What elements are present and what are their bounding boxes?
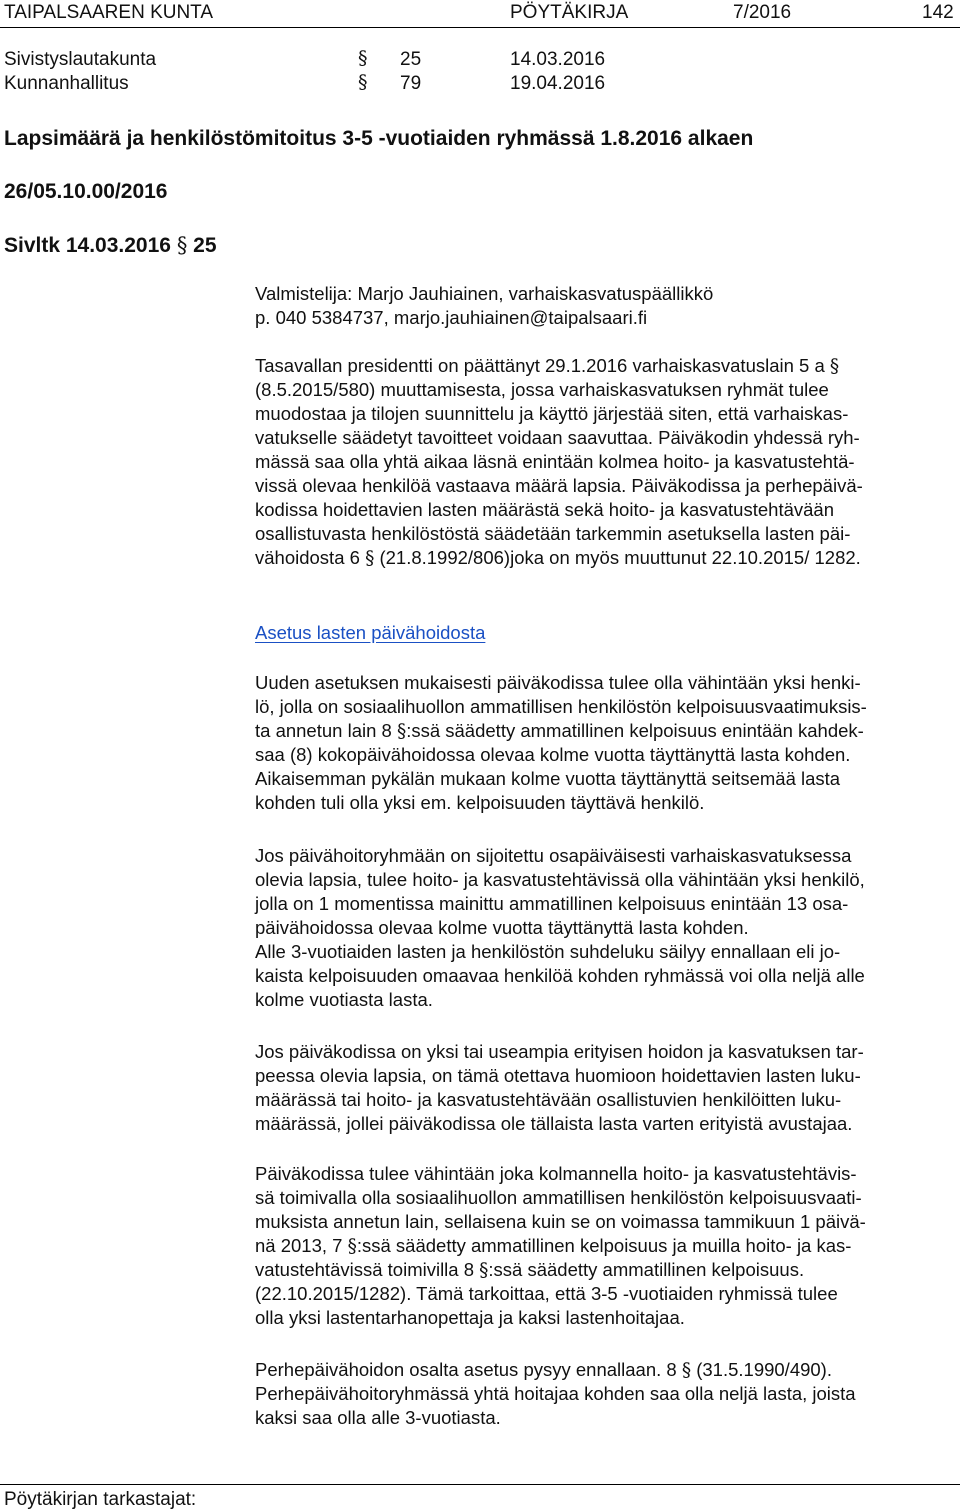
meeting-section: 25 (400, 49, 422, 70)
text-line: olevia lapsia, tulee hoito- ja kasvatustehtävissä olla vähintään yksi henkilö, (255, 869, 865, 890)
meeting-body: Sivistyslautakunta (4, 49, 157, 70)
agenda-reference: Sivltk 14.03.2016 § 25 (4, 233, 217, 257)
text-line: kaksi saa olla alle 3-vuotiasta. (255, 1407, 501, 1428)
text-line: Alle 3-vuotiaiden lasten ja henkilöstön suhdeluku säilyy ennallaan eli jo- (255, 941, 841, 962)
page-title: Lapsimäärä ja henkilöstömitoitus 3-5 -vuotiaiden ryhmässä 1.8.2016 alkaen (4, 127, 754, 150)
section-sign-icon: § (829, 356, 840, 377)
text-line: Uuden asetuksen mukaisesti päiväkodissa tulee olla vähintään yksi henki- (255, 672, 861, 693)
section-sign-icon: § (681, 1360, 692, 1381)
preparer-contact: p. 040 5384737, marjo.jauhiainen@taipalsaari.fi (255, 307, 648, 328)
section-subheading: Asetus lasten päivähoidosta (255, 622, 486, 643)
text-line: olla yksi lastentarhanopettaja ja kaksi lastenhoitajaa. (255, 1307, 685, 1328)
footer-rule (0, 1484, 960, 1485)
section-sign-icon: § (365, 548, 375, 569)
text-line: kohden tuli olla yksi em. kelpoisuuden täyttävä henkilö. (255, 792, 705, 813)
footer-label: Pöytäkirjan tarkastajat: (4, 1489, 197, 1510)
text-line: lö, jolla on sosiaalihuollon ammatillisen henkilöstön kelpoisuusvaatimuksis- (255, 696, 867, 717)
text-line: kolme vuotiasta lasta. (255, 989, 433, 1010)
text-line: saa (8) kokopäivähoidossa olevaa kolme vuotta täyttänyttä lasta kohden. (255, 744, 851, 765)
reference-number: 26/05.10.00/2016 (4, 180, 168, 203)
text-line: (22.10.2015/1282). Tämä tarkoittaa, että 3-5 -vuotiaiden ryhmissä tulee (255, 1283, 838, 1304)
text-line: Aikaisemman pykälän mukaan kolme vuotta täyttänyttä seitsemää lasta (255, 768, 841, 789)
section-sign-icon: § (358, 47, 368, 69)
section-sign-icon: § (479, 1260, 489, 1281)
text-line: Tasavallan presidentti on päättänyt 29.1.2016 varhaiskasvatuslain 5 a § (255, 355, 840, 377)
text-line: määrässä, jollei päiväkodissa ole tällaista lasta varten erityistä avustajaa. (255, 1113, 853, 1134)
text-line: päivähoidossa olevaa kolme vuotta täyttänyttä lasta kohden. (255, 917, 749, 938)
text-line: muksista annetun lain, sellaisena kuin se on voimassa tammikuun 1 päivä- (255, 1211, 866, 1232)
page-number: 142 (922, 2, 954, 23)
section-sign-icon: § (396, 721, 407, 742)
text-line: vatukselle säädetyt tavoitteet voidaan saavuttaa. Päiväkodin yhdessä ryh- (255, 427, 860, 448)
text-line: Päiväkodissa tulee vähintään joka kolmannella hoito- ja kasvatustehtävis- (255, 1163, 857, 1184)
doc-type: PÖYTÄKIRJA (510, 2, 629, 23)
text-line: vatustehtävissä toimivilla 8 §:ssä säädetty ammatillinen kelpoisuus. (255, 1259, 805, 1281)
meeting-section: 79 (400, 73, 422, 94)
meeting-body: Kunnanhallitus (4, 73, 129, 94)
section-sign-icon: § (347, 1236, 357, 1257)
header-rule (0, 27, 960, 28)
text-line: peessa olevia lapsia, on tämä otettava huomioon hoidettavien lasten luku- (255, 1065, 861, 1086)
section-sign-icon: § (176, 233, 188, 257)
text-line: Jos päivähoitoryhmään on sijoitettu osapäiväisesti varhaiskasvatuksessa (255, 845, 852, 866)
text-line: osallistuvasta henkilöstöstä säädetään tarkemmin asetuksella lasten päi- (255, 523, 851, 544)
text-line: muodostaa ja tilojen suunnittelu ja käyttö järjestää siten, että varhaiskas- (255, 403, 849, 424)
text-line: määrässä tai hoito- ja kasvatustehtävään osallistuvien henkilöitten luku- (255, 1089, 842, 1110)
section-sign-icon: § (358, 71, 368, 93)
text-line: nä 2013, 7 §:ssä säädetty ammatillinen kelpoisuus ja muilla hoito- ja kas- (255, 1235, 852, 1257)
doc-number: 7/2016 (733, 2, 792, 23)
text-line: sä toimivalla olla sosiaalihuollon ammatillisen henkilöstön kelpoisuusvaati- (255, 1187, 862, 1208)
text-line: Jos päiväkodissa on yksi tai useampia erityisen hoidon ja kasvatuksen tar- (255, 1041, 864, 1062)
text-line: vähoidosta 6 § (21.8.1992/806)joka on myös muuttunut 22.10.2015/ 1282. (255, 547, 861, 569)
text-line: Perhepäivähoidon osalta asetus pysyy ennallaan. 8 § (31.5.1990/490). (255, 1359, 832, 1381)
text-line: jolla on 1 momentissa mainittu ammatillinen kelpoisuus enintään 13 osa- (255, 893, 849, 914)
text-line: kodissa hoidettavien lasten määrästä sekä hoito- ja kasvatustehtävään (255, 499, 834, 520)
text-line: Perhepäivähoitoryhmässä yhtä hoitajaa kohden saa olla neljä lasta, joista (255, 1383, 856, 1404)
text-line: vissä olevaa henkilöä vastaava määrä lapsia. Päiväkodissa ja perhepäivä- (255, 475, 863, 496)
org-name: TAIPALSAAREN KUNTA (4, 2, 214, 23)
preparer-line: Valmistelija: Marjo Jauhiainen, varhaiskasvatuspäällikkö (255, 283, 714, 304)
text-line: mässä saa olla yhtä aikaa läsnä enintään kolmea hoito- ja kasvatustehtä- (255, 451, 855, 472)
text-line: ta annetun lain 8 §:ssä säädetty ammatillinen kelpoisuus enintään kahdek- (255, 720, 864, 742)
meeting-date: 19.04.2016 (510, 73, 606, 94)
text-line: kaista kelpoisuuden omaavaa henkilöä kohden ryhmässä voi olla neljä alle (255, 965, 865, 986)
meeting-date: 14.03.2016 (510, 49, 606, 70)
text-line: (8.5.2015/580) muuttamisesta, jossa varhaiskasvatuksen ryhmät tulee (255, 379, 829, 400)
